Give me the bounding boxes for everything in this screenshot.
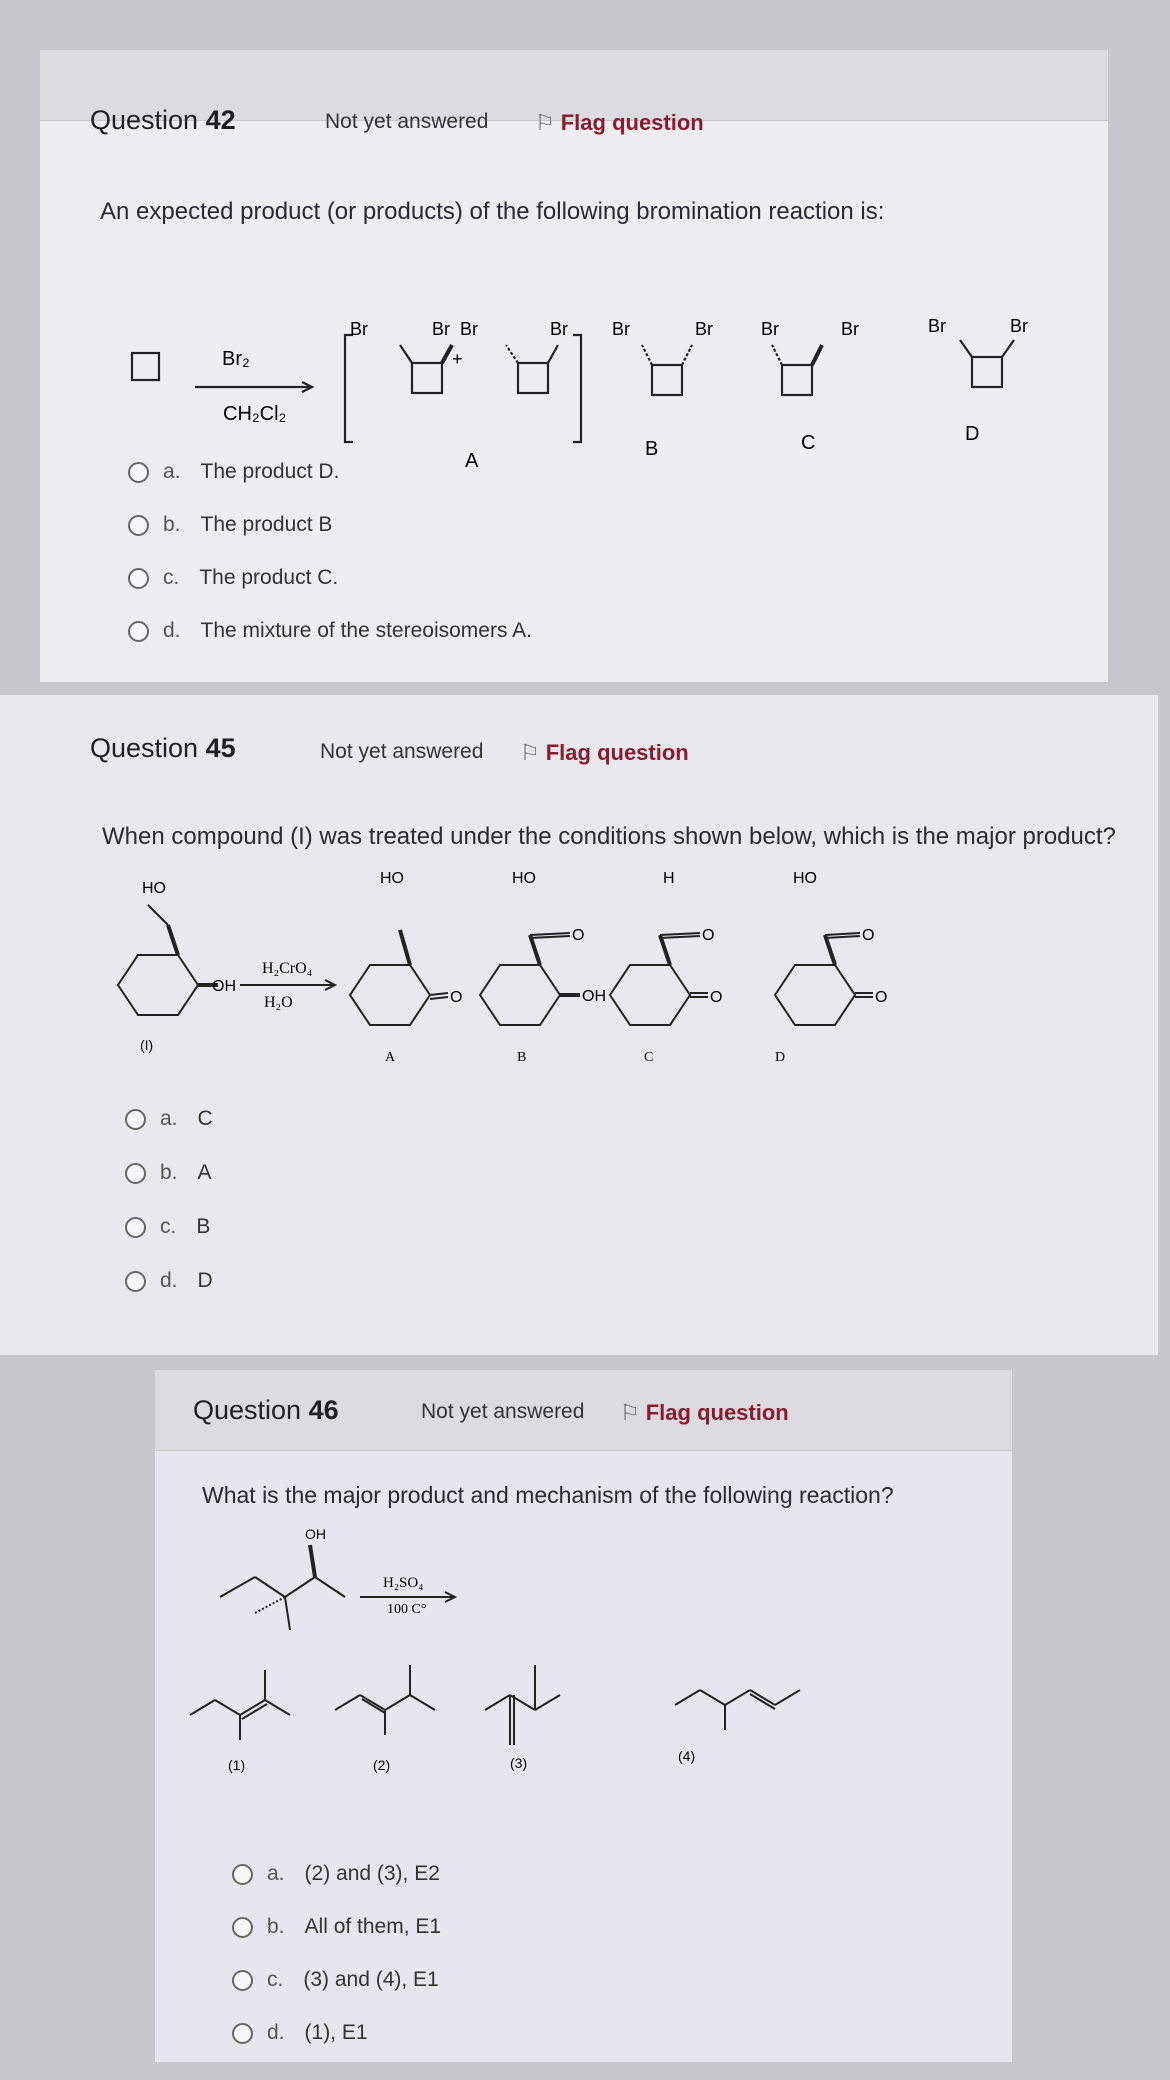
option-text: B [196,1215,211,1238]
product-label-d: D [965,423,980,445]
option-letter: a. [160,1107,178,1130]
radio-icon[interactable] [125,1163,146,1184]
bromination-reaction-scheme [40,275,1108,480]
atom-label: O [450,989,463,1006]
reagent-h2o: H₂O [264,994,293,1011]
flag-question-45-button[interactable] [520,740,689,766]
radio-icon[interactable] [125,1109,146,1130]
option-letter: d. [267,2021,285,2044]
option-b[interactable] [232,1915,441,1939]
question-label: Question [193,1395,309,1425]
radio-icon[interactable] [128,515,149,536]
option-c[interactable] [232,1968,439,1992]
question-number: 46 [308,1395,339,1425]
option-letter: b. [163,513,181,536]
option-text: The product D. [200,460,340,483]
option-b[interactable] [125,1161,212,1185]
radio-icon[interactable] [128,621,149,642]
product-label-c: C [801,432,816,454]
atom-label: Br [612,319,630,339]
question-45-title [90,733,236,764]
option-d[interactable] [232,2021,368,2045]
option-c[interactable] [128,566,338,590]
question-42-header [40,50,1108,135]
flag-label: Flag question [645,1400,789,1425]
radio-icon[interactable] [232,1917,253,1938]
radio-icon[interactable] [232,1970,253,1991]
option-a[interactable] [232,1862,440,1886]
radio-icon[interactable] [128,568,149,589]
flag-label: Flag question [560,110,704,135]
flag-icon: ⚐ [535,110,555,135]
flag-question-46-button[interactable] [620,1400,789,1426]
product-label-a: A [385,1050,396,1065]
atom-label: OH [582,988,606,1005]
product-label-b: B [517,1050,527,1065]
atom-label: H [663,870,675,887]
atom-label: HO [512,870,536,887]
atom-label: Br [350,319,368,339]
question-42-status: Not yet answered [325,110,489,133]
option-d[interactable] [128,619,532,643]
radio-icon[interactable] [125,1271,146,1292]
option-letter: a. [267,1862,285,1885]
atom-label: Br [695,319,713,339]
radio-icon[interactable] [128,462,149,483]
reagent-h2so4: H₂SO₄ [383,1575,424,1591]
reagent-br2: Br₂ [222,348,250,370]
question-label: Question [90,105,206,135]
option-letter: d. [163,619,181,642]
product-label-c: C [644,1050,654,1065]
question-42-title [90,105,236,136]
question-45-status: Not yet answered [320,740,484,763]
atom-label: HO [793,870,817,887]
atom-label: Br [1010,316,1028,336]
compound-label: (I) [140,1037,154,1053]
option-b[interactable] [128,513,332,537]
atom-label: Br [841,319,859,339]
question-45-text: When compound (I) was treated under the conditions shown below, which is the major product? [102,823,1116,850]
option-letter: c. [160,1215,177,1238]
option-letter: a. [163,460,181,483]
product-label-2: (2) [373,1757,391,1773]
question-42-panel [40,50,1108,682]
atom-label: Br [928,316,946,336]
flag-label: Flag question [545,740,689,765]
atom-label: O [572,927,585,944]
option-c[interactable] [125,1215,210,1239]
atom-label: O [862,927,875,944]
option-text: The product C. [199,566,339,589]
question-label: Question [90,733,206,763]
product-label-1: (1) [228,1757,246,1773]
product-label-b: B [645,438,659,460]
dehydration-reaction-scheme [155,1525,1012,1785]
atom-label: O [710,989,723,1006]
radio-icon[interactable] [125,1217,146,1238]
oxidation-reaction-scheme [0,865,1158,1065]
option-text: C [197,1107,213,1130]
option-text: D [197,1269,213,1292]
option-text: A [197,1161,212,1184]
product-label-4: (4) [678,1748,696,1764]
option-a[interactable] [125,1107,213,1131]
option-text: The product B [200,513,333,536]
atom-label: Br [550,319,568,339]
flag-icon: ⚐ [620,1400,640,1425]
option-letter: c. [163,566,180,589]
atom-label: O [875,989,888,1006]
question-46-header [155,1370,1012,1451]
question-46-text: What is the major product and mechanism of the following reaction? [202,1482,894,1508]
product-label-a: A [465,450,479,472]
option-d[interactable] [125,1269,213,1293]
question-46-status: Not yet answered [421,1400,585,1423]
reagent-temperature: 100 C° [387,1602,427,1617]
option-text: All of them, E1 [304,1915,442,1938]
product-label-3: (3) [510,1755,528,1771]
option-letter: c. [267,1968,284,1991]
option-letter: d. [160,1269,178,1292]
question-46-panel [155,1370,1012,2062]
reagent-ch2cl2: CH₂Cl₂ [223,403,287,425]
reagent-h2cro4: H₂CrO₄ [262,960,313,977]
option-letter: b. [267,1915,285,1938]
product-label-d: D [775,1050,786,1065]
atom-label: O [702,927,715,944]
radio-icon[interactable] [232,2023,253,2044]
question-45-panel [0,695,1158,1355]
atom-label: OH [305,1526,326,1542]
plus-sign: + [452,349,463,369]
option-text: (1), E1 [304,2021,368,2044]
option-text: (3) and (4), E1 [303,1968,439,1991]
atom-label: OH [212,978,236,995]
atom-label: Br [460,319,478,339]
atom-label: Br [432,319,450,339]
atom-label: HO [380,870,404,887]
question-number: 42 [205,105,236,135]
option-text: (2) and (3), E2 [304,1862,440,1885]
atom-label: Br [761,319,779,339]
question-number: 45 [205,733,236,763]
option-letter: b. [160,1161,178,1184]
option-text: The mixture of the stereoisomers A. [200,619,532,642]
question-46-title [193,1395,339,1426]
question-42-text: An expected product (or products) of the following bromination reaction is: [100,198,885,225]
atom-label: HO [142,880,166,897]
flag-question-42-button[interactable] [535,110,704,136]
option-a[interactable] [128,460,339,484]
radio-icon[interactable] [232,1864,253,1885]
flag-icon: ⚐ [520,740,540,765]
